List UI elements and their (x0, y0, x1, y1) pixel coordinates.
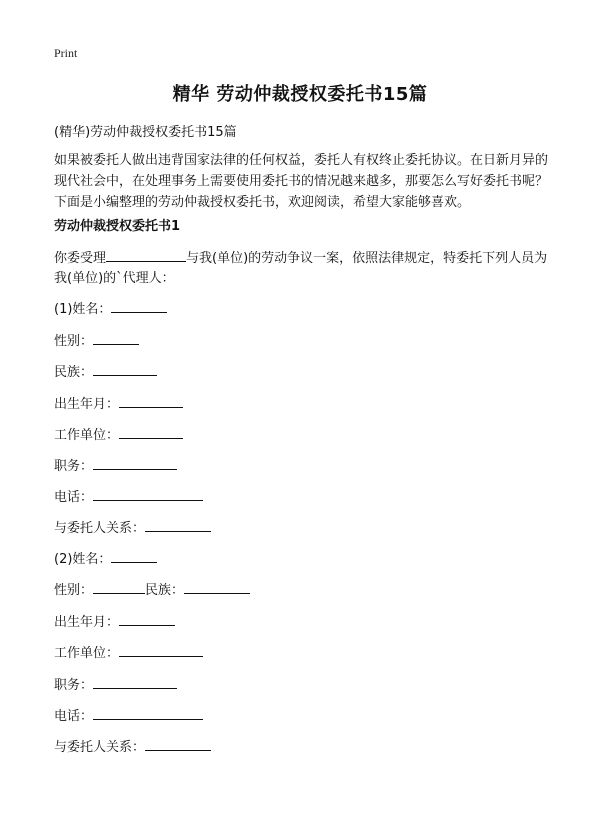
person2-ethnicity-blank (184, 580, 250, 594)
person1-name-label: (1)姓名： (54, 302, 112, 317)
section-heading: 劳动仲裁授权委托书1 (54, 219, 181, 234)
person1-phone-label: 电话： (54, 490, 94, 505)
person1-name-row (54, 298, 167, 317)
person2-position-label: 职务： (54, 678, 94, 693)
person1-ethnicity-blank (93, 362, 157, 376)
person2-position-blank (93, 675, 177, 689)
person2-employer-label: 工作单位： (54, 646, 120, 661)
person2-employer-blank (119, 643, 203, 657)
person2-phone-label: 电话： (54, 709, 94, 724)
case-blank (106, 248, 186, 262)
person2-ethnicity-label: 民族： (145, 583, 185, 598)
person2-relation-blank (145, 737, 211, 751)
person1-birth-row (54, 393, 183, 412)
person1-position-blank (93, 456, 177, 470)
person1-gender-row (54, 330, 139, 349)
person1-birth-label: 出生年月： (54, 397, 120, 412)
person1-position-label: 职务： (54, 459, 94, 474)
person1-phone-blank (93, 487, 203, 501)
person2-position-row (54, 674, 177, 693)
person2-gender-ethnicity-row (54, 579, 250, 598)
person1-relation-blank (145, 518, 211, 532)
person2-name-label: (2)姓名： (54, 552, 112, 567)
document-subtitle: (精华)劳动仲裁授权委托书15篇 (54, 125, 237, 140)
lead-text-pre: 你委受理 (54, 251, 107, 266)
person1-name-blank (111, 299, 167, 313)
person2-gender-label: 性别： (54, 583, 94, 598)
person1-employer-blank (119, 425, 183, 439)
document-title: 精华 劳动仲裁授权委托书15篇 (172, 84, 428, 105)
person1-relation-label: 与委托人关系： (54, 521, 146, 536)
print-link[interactable]: Print (54, 46, 78, 60)
person2-phone-blank (93, 706, 203, 720)
person1-gender-blank (93, 331, 139, 345)
person1-relation-row (54, 517, 211, 536)
person1-employer-label: 工作单位： (54, 428, 120, 443)
person2-employer-row (54, 642, 203, 661)
person2-birth-label: 出生年月： (54, 615, 120, 630)
person1-birth-blank (119, 394, 183, 408)
person2-birth-row (54, 611, 175, 630)
intro-paragraph: 如果被委托人做出违背国家法律的任何权益，委托人有权终止委托协议。在日新月异的现代社会中，在处理事务上需要使用委托书的情况越来越多，那要怎么写好委托书呢？下面是小编整理的劳动仲裁授权委托书，欢迎阅读，希望大家能够喜欢。 (54, 153, 549, 210)
person1-employer-row (54, 424, 183, 443)
person1-ethnicity-row (54, 361, 157, 380)
person2-name-blank (111, 549, 157, 563)
person1-position-row (54, 455, 177, 474)
person2-gender-blank (93, 580, 145, 594)
person1-ethnicity-label: 民族： (54, 365, 94, 380)
person1-gender-label: 性别： (54, 334, 94, 349)
person2-relation-label: 与委托人关系： (54, 740, 146, 755)
person2-phone-row (54, 705, 203, 724)
person2-relation-row (54, 736, 211, 755)
person2-name-row (54, 548, 157, 567)
person2-birth-blank (119, 612, 175, 626)
lead-paragraph (54, 248, 548, 289)
lead-text-post: 与我(单位)的劳动争议一案，依照法律规定，特委托下列人员为我(单位)的`代理人： (54, 251, 548, 286)
person1-phone-row (54, 486, 203, 505)
